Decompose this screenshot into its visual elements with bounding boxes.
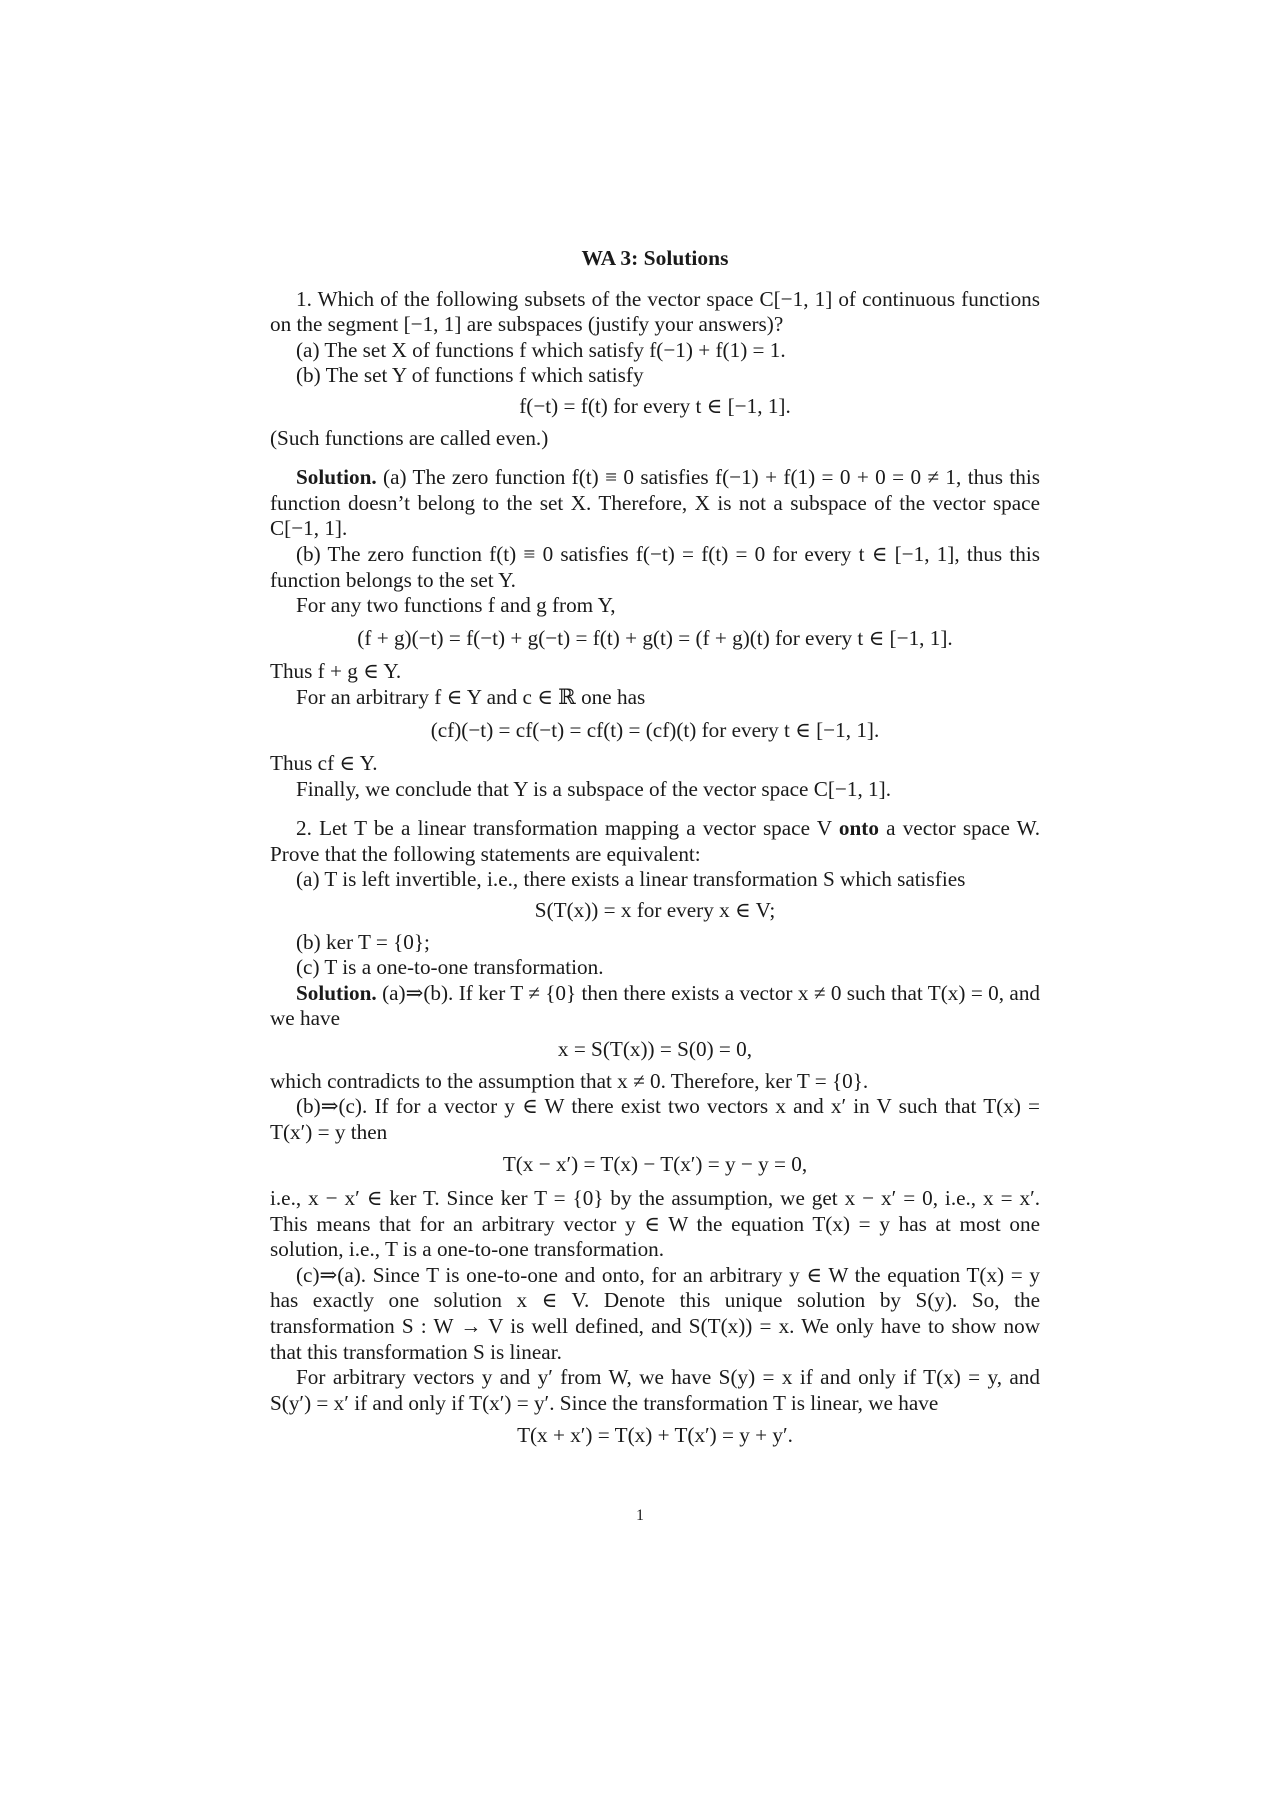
problem1-solution-b6: Finally, we conclude that Y is a subspace of the vector space C[−1, 1].: [296, 776, 892, 801]
problem2-solution-ab2: which contradicts to the assumption that x ≠ 0. Therefore, ker T = {0}.: [270, 1068, 869, 1093]
problem2-solution-bc2: i.e., x − x′ ∈ ker T. Since ker T = {0} by the assumption, we get x − x′ = 0, i.e., x = x′. This means that for an arbitrary vector y ∈ W the equation T(x) = y has at most one solution, i.e., T is a one-to-one transformation.: [270, 1186, 1040, 1262]
problem1-solution-b2: For any two functions f and g from Y,: [296, 593, 616, 618]
equation-ca: T(x + x′) = T(x) + T(x′) = y + y′.: [517, 1423, 793, 1448]
problem1-intro: 1. Which of the following subsets of the vector space C[−1, 1] of continuous functions on the segment [−1, 1] are subspaces (justify your answers)?: [270, 286, 1040, 337]
problem2-solution-bc: (b)⇒(c). If for a vector y ∈ W there exist two vectors x and x′ in V such that T(x) = T(x′) = y then: [270, 1094, 1040, 1144]
equation-scalar: (cf)(−t) = cf(−t) = cf(t) = (cf)(t) for every t ∈ [−1, 1].: [430, 717, 880, 742]
problem1-part-b: (b) The set Y of functions f which satisfy: [296, 363, 644, 388]
equation-sum: (f + g)(−t) = f(−t) + g(−t) = f(t) + g(t) = (f + g)(t) for every t ∈ [−1, 1].: [357, 625, 953, 650]
problem1-solution-a: [270, 465, 1040, 542]
problem1-solution-b5: Thus cf ∈ Y.: [270, 751, 378, 776]
problem2-part-c: (c) T is a one-to-one transformation.: [296, 955, 604, 980]
solution-label: Solution.: [296, 465, 377, 490]
problem2-solution-ca: (c)⇒(a). Since T is one-to-one and onto, for an arbitrary y ∈ W the equation T(x) = y has exactly one solution x ∈ V. Denote this unique solution by S(y). So, the transformation S : W → V is well defined, and S(T(x)) = x. We only have to show now that this transformation S is linear.: [270, 1262, 1040, 1364]
problem2-intro-start: 2. Let T be a linear transformation mapping a vector space V: [296, 816, 832, 841]
problem1-solution-b4: For an arbitrary f ∈ Y and c ∈ ℝ one has: [296, 684, 646, 709]
document-page: [270, 246, 1040, 1457]
problem2-intro: [270, 816, 1040, 867]
problem1-solution-b3: Thus f + g ∈ Y.: [270, 659, 402, 684]
solution-label-2: Solution.: [296, 980, 377, 1005]
solution-a-text: (a) The zero function f(t) ≡ 0 satisfies f(−1) + f(1) = 0 + 0 = 0 ≠ 1, thus this function doesn’t belong to the set X. Therefore, X is not a subspace of the vector space C[−1, 1].: [270, 465, 1040, 541]
problem2-part-b: (b) ker T = {0};: [296, 929, 430, 954]
solution-ab-text: (a)⇒(b). If ker T ≠ {0} then there exists a vector x ≠ 0 such that T(x) = 0, and we have: [270, 980, 1041, 1031]
equation-ab: x = S(T(x)) = S(0) = 0,: [557, 1037, 753, 1062]
problem2-part-a: (a) T is left invertible, i.e., there exists a linear transformation S which satisfies: [296, 867, 966, 892]
problem2-onto: onto: [838, 816, 879, 841]
equation-even: f(−t) = f(t) for every t ∈ [−1, 1].: [519, 393, 791, 418]
problem2-solution-ca2: For arbitrary vectors y and y′ from W, we have S(y) = x if and only if T(x) = y, and S(y′) = x′ if and only if T(x′) = y′. Since the transformation T is linear, we have: [270, 1365, 1040, 1415]
equation-bc: T(x − x′) = T(x) − T(x′) = y − y = 0,: [502, 1152, 808, 1177]
equation-left-inverse: S(T(x)) = x for every x ∈ V;: [534, 898, 776, 923]
problem1-part-a: (a) The set X of functions f which satisfy f(−1) + f(1) = 1.: [296, 337, 786, 362]
problem1-solution-b1: (b) The zero function f(t) ≡ 0 satisfies f(−t) = f(t) = 0 for every t ∈ [−1, 1], thus this function belongs to the set Y.: [270, 541, 1040, 592]
page-number: 1: [636, 1507, 644, 1524]
page-title: WA 3: Solutions: [581, 246, 729, 270]
problem2-solution-ab: [270, 981, 1040, 1032]
problem1-note: (Such functions are called even.): [270, 425, 549, 450]
problem2-intro-end: a vector space W. Prove that the following statements are equivalent:: [270, 816, 1041, 866]
